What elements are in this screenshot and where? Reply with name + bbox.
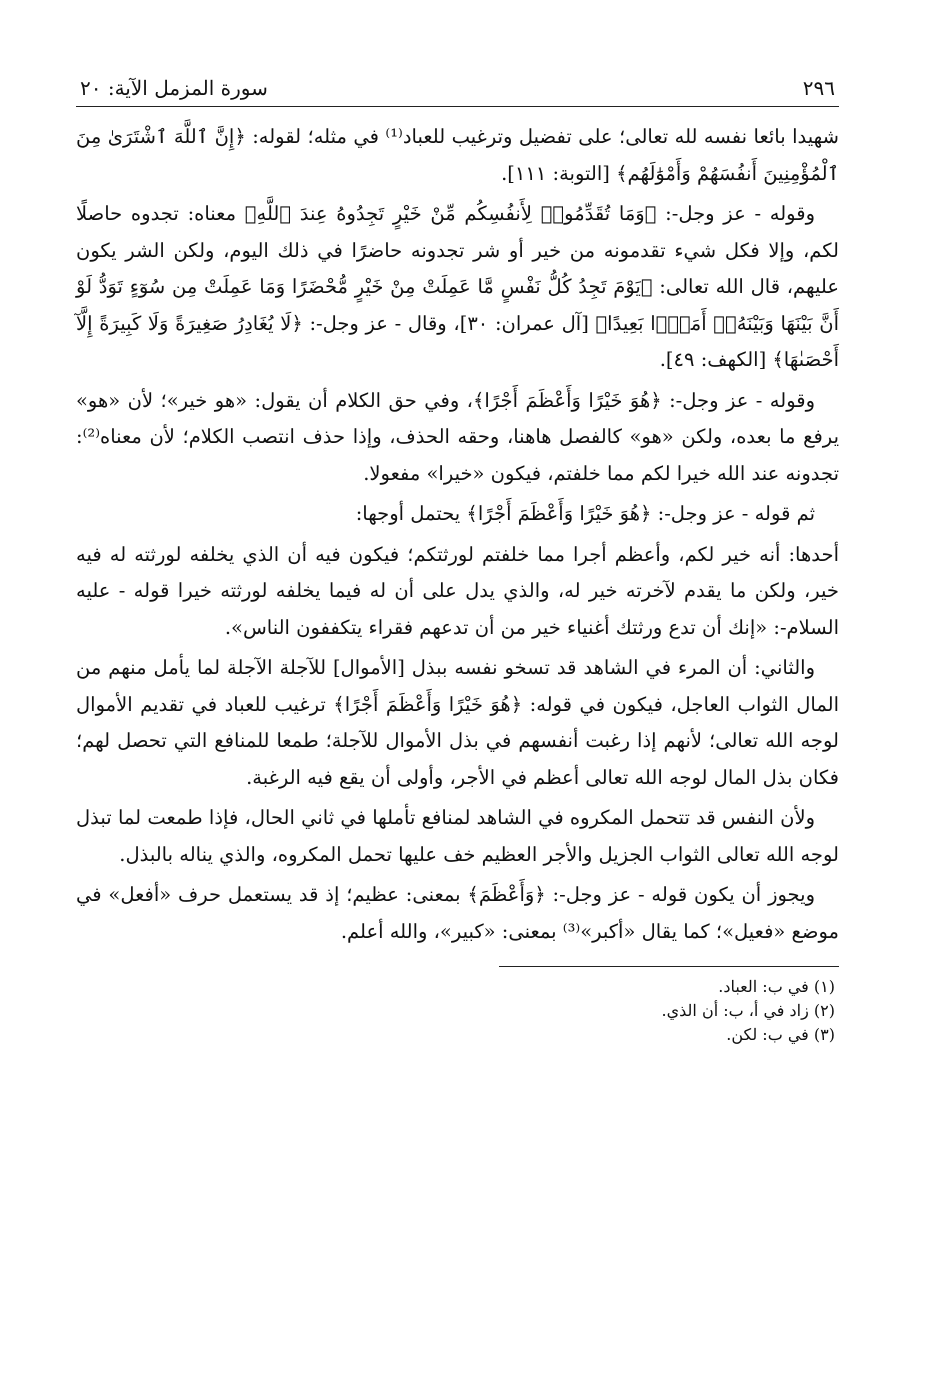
footnote-item: (١) في ب: العباد. <box>718 977 835 996</box>
page-header <box>76 60 839 106</box>
page-number: ٢٩٦ <box>802 76 835 100</box>
paragraph: والثاني: أن المرء في الشاهد قد تسخو نفسه ببذل [الأموال] للآجلة الآجلة لما يأمل منهم من المال الثواب العاجل، فيكون في قوله: ﴿هُوَ خَيْرًا وَأَعْظَمَ أَجْرًا﴾ ترغيب للعباد في تقديم الأموال لوجه الله تعالى؛ لأنهم إذا رغبت أنفسهم في بذل الأموال للآجلة؛ طمعا للمنافع التي تحصل لهم؛ فكان بذل المال لوجه الله تعالى أعظم في الأجر، وأولى أن يقع فيه الرغبة. <box>76 656 839 789</box>
footnotes <box>76 975 839 1047</box>
surah-title: سورة المزمل الآية: ٢٠ <box>80 76 268 100</box>
book-page <box>76 60 839 1356</box>
main-text <box>76 119 839 950</box>
paragraph: ويجوز أن يكون قوله - عز وجل-: ﴿وَأَعْظَمَ﴾ بمعنى: عظيم؛ إذ قد يستعمل حرف «أفعل» في موضع «فعيل»؛ كما يقال «أكبر»⁽³⁾ بمعنى: «كبير»، والله أعلم. <box>76 883 839 943</box>
paragraph: ثم قوله - عز وجل-: ﴿هُوَ خَيْرًا وَأَعْظَمَ أَجْرًا﴾ يحتمل أوجها: <box>355 502 815 525</box>
header-divider <box>76 106 839 107</box>
paragraph: وقوله - عز وجل-: ﴿هُوَ خَيْرًا وَأَعْظَمَ أَجْرًا﴾، وفي حق الكلام أن يقول: «هو خير»؛ لأن «هو» يرفع ما بعده، ولكن «هو» كالفصل هاهنا، وحقه الحذف، وإذا حذف انتصب الكلام؛ لأن معناه⁽²⁾: تجدونه عند الله خيرا لكم مما خلفتم، فيكون «خيرا» مفعولا. <box>76 388 839 485</box>
footnote-item: (٣) في ب: لكن. <box>726 1025 835 1044</box>
paragraph: شهيدا بائعا نفسه لله تعالى؛ على تفضيل وترغيب للعباد⁽¹⁾ في مثله؛ لقوله: ﴿إِنَّ ٱللَّهَ ٱشْتَرَىٰ مِنَ ٱلْمُؤْمِنِينَ أَنفُسَهُمْ وَأَمْوَٰلَهُم﴾ [التوبة: ١١١]. <box>76 125 839 185</box>
footnote-divider <box>499 966 839 967</box>
paragraph: أحدها: أنه خير لكم، وأعظم أجرا مما خلفتم لورثتكم؛ فيكون فيه أن الذي يخلفه لورثته له فيه خير، ولكن ما يقدم لآخرته خير له، والذي يدل على أن له فيما يخلفه لورثته خيرا قوله - عليه السلام-: «إنك أن تدع ورثتك أغنياء خير من أن تدعهم فقراء يتكففون الناس». <box>76 542 839 639</box>
footnote-item: (٢) زاد في أ، ب: أن الذي. <box>661 1001 835 1020</box>
paragraph: ولأن النفس قد تتحمل المكروه في الشاهد لمنافع تأملها في ثاني الحال، فإذا طمعت لما تبذل لوجه الله تعالى الثواب الجزيل والأجر العظيم خف عليها تحمل المكروه، والذي يناله بالبذل. <box>76 806 839 866</box>
paragraph: وقوله - عز وجل-: ﴿وَمَا تُقَدِّمُوا۟ لِأَنفُسِكُم مِّنْ خَيْرٍ تَجِدُوهُ عِندَ ٱللَّهِ﴾ معناه: تجدوه حاصلًا لكم، وإلا فكل شيء تقدمونه من خير أو شر تجدونه حاضرًا في ذلك اليوم، ولكن الشر يكون عليهم، قال الله تعالى: ﴿يَوْمَ تَجِدُ كُلُّ نَفْسٍ مَّا عَمِلَتْ مِنْ خَيْرٍ مُّحْضَرًا وَمَا عَمِلَتْ مِن سُوٓءٍ تَوَدُّ لَوْ أَنَّ بَيْنَهَا وَبَيْنَهُۥٓ أَمَدًۢا بَعِيدًا﴾ [آل عمران: ٣٠]، وقال - عز وجل-: ﴿لَا يُغَادِرُ صَغِيرَةً وَلَا كَبِيرَةً إِلَّآ أَحْصَىٰهَا﴾ [الكهف: ٤٩]. <box>76 202 840 371</box>
